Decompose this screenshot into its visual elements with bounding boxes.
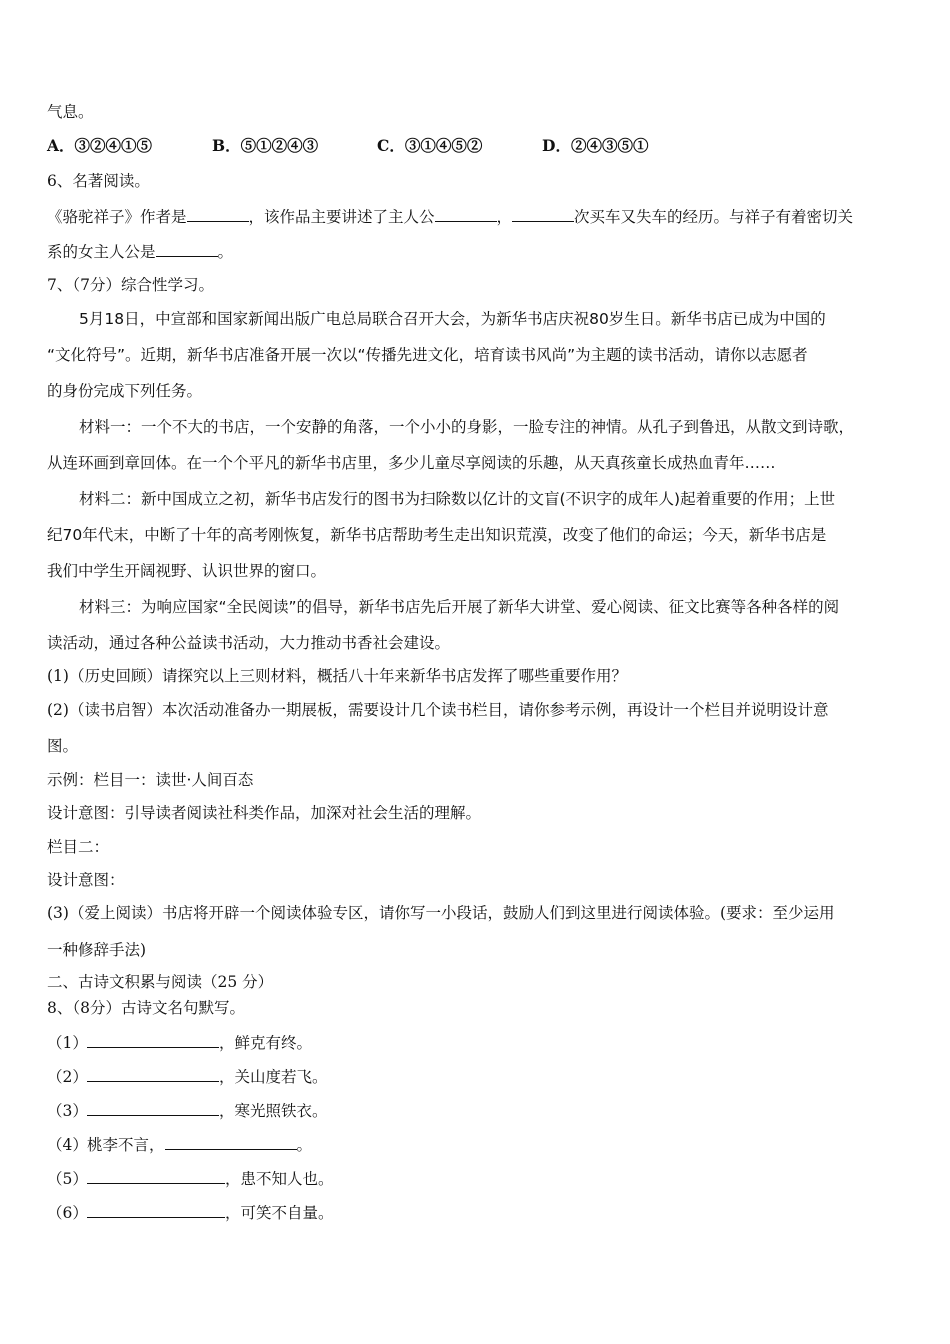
fill-blank-item	[47, 1066, 328, 1087]
q7-sub2-line: (2)（读书启智）本次活动准备办一期展板，需要设计几个读书栏目，请你参考示例，再设计一个栏目并说明设计意	[47, 701, 829, 719]
q7-intro-line: 5月18日，中宣部和国家新闻出版广电总局联合召开大会，为新华书店庆祝80岁生日。新华书店已成为中国的	[79, 310, 826, 328]
q6-text-1: 《骆驼祥子》作者是	[47, 208, 187, 226]
option-d: D．②④③⑤①	[542, 136, 649, 155]
material-1-line: 材料一：一个不大的书店，一个安静的角落，一个小小的身影，一脸专注的神情。从孔子到鲁迅，从散文到诗歌，	[79, 418, 855, 436]
q8-title: 8、（8分）古诗文名句默写。	[47, 999, 245, 1017]
q6-line2	[47, 241, 233, 262]
q7-sub3-line: (3)（爱上阅读）书店将开辟一个阅读体验专区，请你写一小段话，鼓励人们到这里进行阅读体验。(要求：至少运用	[47, 904, 835, 922]
column-2-label: 栏目二：	[47, 838, 110, 856]
q6-text-3: ，	[496, 208, 513, 226]
option-b: B．⑤①②④③	[212, 136, 319, 155]
answer-blank	[187, 206, 249, 222]
material-2-line: 材料二：新中国成立之初，新华书店发行的图书为扫除数以亿计的文盲(不识字的成年人)起着重要的作用；上世	[79, 490, 836, 508]
material-2-line: 纪70年代末，中断了十年的高考刚恢复，新华书店帮助考生走出知识荒漠，改变了他们的命运；今天，新华书店是	[47, 526, 827, 544]
item-number: （5）	[47, 1170, 88, 1188]
example-column: 示例：栏目一：读世·人间百态	[47, 771, 254, 789]
answer-blank	[87, 1100, 219, 1116]
fill-blank-item	[47, 1134, 312, 1155]
q6-title: 6、名著阅读。	[47, 172, 150, 190]
item-number: （2）	[47, 1068, 88, 1086]
q6-text-6: 。	[217, 243, 234, 261]
item-text: ，患不知人也。	[225, 1170, 334, 1188]
q7-sub3-line: 一种修辞手法)	[47, 941, 147, 959]
item-number: （1）	[47, 1034, 88, 1052]
answer-blank	[435, 206, 497, 222]
q6-text-4: 次买车又失车的经历。与祥子有着密切关	[574, 208, 854, 226]
item-text: 桃李不言，	[87, 1136, 165, 1154]
answer-blank	[512, 206, 574, 222]
fill-blank-item	[47, 1100, 328, 1121]
material-1-line: 从连环画到章回体。在一个个平凡的新华书店里，多少儿童尽享阅读的乐趣，从天真孩童长成热血青年……	[47, 454, 776, 472]
answer-blank	[87, 1032, 219, 1048]
section-heading: 二、古诗文积累与阅读（25 分）	[47, 973, 274, 991]
item-text: 。	[296, 1136, 313, 1154]
answer-blank	[165, 1134, 297, 1150]
q6-text-2: ，该作品主要讲述了主人公	[248, 208, 435, 226]
option-a: A．③②④①⑤	[47, 136, 153, 155]
answer-blank	[87, 1168, 225, 1184]
fill-blank-item	[47, 1202, 334, 1223]
item-number: （4）	[47, 1136, 88, 1154]
material-3-line: 读活动，通过各种公益读书活动，大力推动书香社会建设。	[47, 634, 451, 652]
fill-blank-item	[47, 1032, 312, 1053]
continuation-text: 气息。	[47, 103, 94, 121]
example-intent: 设计意图：引导读者阅读社科类作品，加深对社会生活的理解。	[47, 804, 482, 822]
q5-options	[47, 136, 648, 156]
item-number: （3）	[47, 1102, 88, 1120]
item-number: （6）	[47, 1204, 88, 1222]
fill-blank-item	[47, 1168, 334, 1189]
item-text: ，寒光照铁衣。	[219, 1102, 328, 1120]
q6-text-5: 系的女主人公是	[47, 243, 156, 261]
answer-blank	[156, 241, 218, 257]
q7-sub2-line: 图。	[47, 737, 79, 755]
q7-sub1: (1)（历史回顾）请探究以上三则材料，概括八十年来新华书店发挥了哪些重要作用？	[47, 667, 627, 685]
q7-title: 7、（7分）综合性学习。	[47, 276, 214, 294]
item-text: ，可笑不自量。	[225, 1204, 334, 1222]
answer-blank	[87, 1066, 219, 1082]
answer-blank	[87, 1202, 225, 1218]
option-c: C．③①④⑤②	[377, 136, 483, 155]
q6-line1	[47, 206, 853, 227]
intent-label: 设计意图：	[47, 871, 125, 889]
q7-intro-line: 的身份完成下列任务。	[47, 382, 203, 400]
q7-intro-line: “文化符号”。近期，新华书店准备开展一次以“传播先进文化，培育读书风尚”为主题的读书活动，请你以志愿者	[47, 346, 808, 364]
item-text: ，鲜克有终。	[219, 1034, 313, 1052]
item-text: ，关山度若飞。	[219, 1068, 328, 1086]
material-2-line: 我们中学生开阔视野、认识世界的窗口。	[47, 562, 327, 580]
material-3-line: 材料三：为响应国家“全民阅读”的倡导，新华书店先后开展了新华大讲堂、爱心阅读、征文比赛等各种各样的阅	[79, 598, 840, 616]
